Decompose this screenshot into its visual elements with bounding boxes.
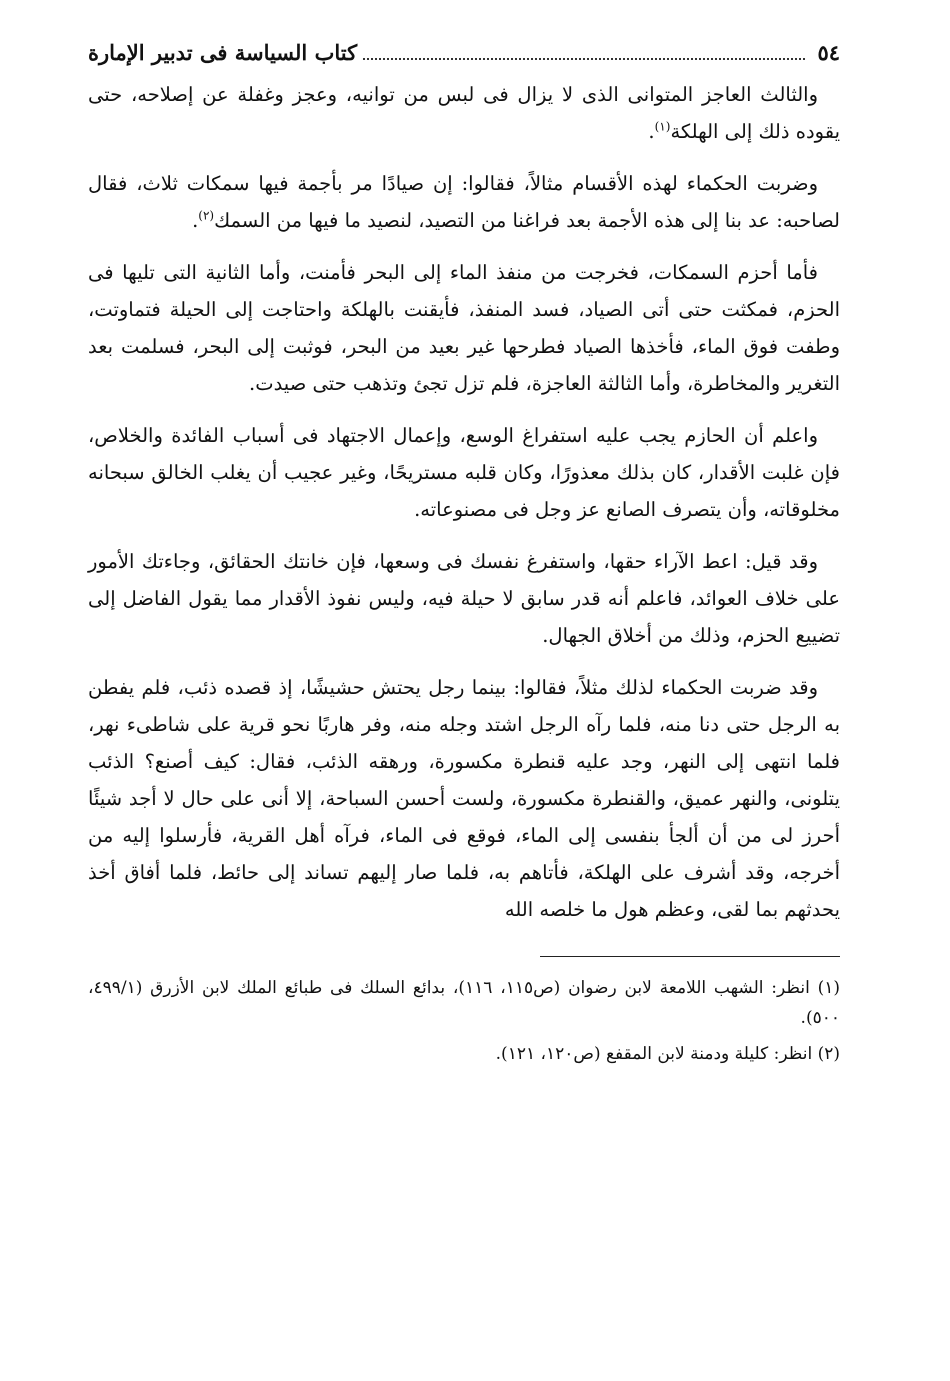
- paragraph-text: واعلم أن الحازم يجب عليه استفراغ الوسع، وإعمال الاجتهاد فى أسباب الفائدة والخلاص، فإن غلبت الأقدار، كان بذلك معذورًا، وكان قلبه مستريحًا، وغير عجيب أن يغلب الخالق سبحانه مخلوقاته، وأن يتصرف الصانع عز وجل فى مصنوعاته.: [88, 424, 840, 521]
- paragraph-text: فأما أحزم السمكات، فخرجت من منفذ الماء إلى البحر فأمنت، وأما الثانية التى تليها فى الحزم، فمكثت حتى أتى الصياد، فسد المنفذ، فأيقنت بالهلكة واحتاجت إلى الحيلة فتماوتت، وطفت فوق الماء، فأخذها الصياد فطرحها غير بعيد من البحر، فوثبت إلى البحر، فسلمت بعد التغرير والمخاطرة، وأما الثالثة العاجزة، فلم تزل تجئ وتذهب حتى صيدت.: [88, 261, 840, 395]
- footnote: (٢) انظر: كليلة ودمنة لابن المقفع (ص١٢٠، ١٢١).: [495, 1044, 840, 1064]
- footnotes: [88, 973, 840, 1069]
- paragraph-end-mark: .: [648, 120, 655, 143]
- page-number: ٥٤: [817, 40, 840, 65]
- paragraph-text: وقد قيل: اعط الآراء حقها، واستفرغ نفسك فى وسعها، فإن خانتك الحقائق، وجاءتك الأمور على خلاف العوائد، فاعلم أنه قدر سابق لا حيلة فيه، وليس نفوذ الأقدار مما يقول الفاضل إلى تضييع الحزم، وذلك من أخلاق الجهال.: [88, 550, 840, 647]
- paragraph-end-mark: .: [192, 209, 199, 232]
- paragraph: [88, 76, 840, 150]
- footnote: (١) انظر: الشهب اللامعة لابن رضوان (ص١١٥، ١١٦)، بدائع السلك فى طبائع الملك لابن الأزرق (٤٩٩/١، ٥٠٠).: [88, 978, 840, 1028]
- footnote-marker: (٢): [198, 208, 215, 223]
- paragraph: [88, 543, 840, 654]
- paragraph-text: وضربت الحكماء لهذه الأقسام مثالاً، فقالوا: إن صيادًا مر بأجمة فيها سمكات ثلاث، فقال لصاحبه: عد بنا إلى هذه الأجمة بعد فراغنا من التصيد، لنصيد ما فيها من السمك: [88, 172, 840, 232]
- running-title: كتاب السياسة فى تدبير الإمارة: [88, 40, 358, 65]
- paragraph-text: والثالث العاجز المتوانى الذى لا يزال فى لبس من توانيه، وعجز وغفلة عن إصلاحه، حتى يقوده ذلك إلى الهلكة: [88, 83, 840, 143]
- book-page: [88, 38, 840, 1075]
- running-head: [88, 38, 840, 68]
- body-text: [88, 76, 840, 928]
- paragraph: [88, 417, 840, 528]
- footnote-marker: (١): [654, 119, 671, 134]
- paragraph: [88, 669, 840, 928]
- paragraph: [88, 165, 840, 239]
- dotted-leader: [363, 58, 805, 60]
- paragraph-text: وقد ضربت الحكماء لذلك مثلاً، فقالوا: بينما رجل يحتش حشيشًا، إذ قصده ذئب، فلم يفطن به الرجل حتى دنا منه، فلما رآه الرجل اشتد وجله منه، وفر هاربًا نحو قرية على شاطىء نهر، فلما انتهى إلى النهر، وجد عليه قنطرة مكسورة، ورهقه الذئب، فقال: كيف أصنع؟ الذئب يتلونى، والنهر عميق، والقنطرة مكسورة، ولست أحسن السباحة، إلا أنى على حال لا أجد شيئًا أحرز لى من أن ألجأ بنفسى إلى الماء، فوقع فى الماء، فرآه أهل القرية، فأرسلوا إليه من أخرجه، وقد أشرف على الهلكة، فأتاهم به، فلما صار إليهم تساند إلى حائط، فلما أفاق أخذ يحدثهم بما لقى، وعظم هول ما خلصه الله: [88, 676, 840, 921]
- footnote-divider: [540, 956, 840, 957]
- paragraph: [88, 254, 840, 402]
